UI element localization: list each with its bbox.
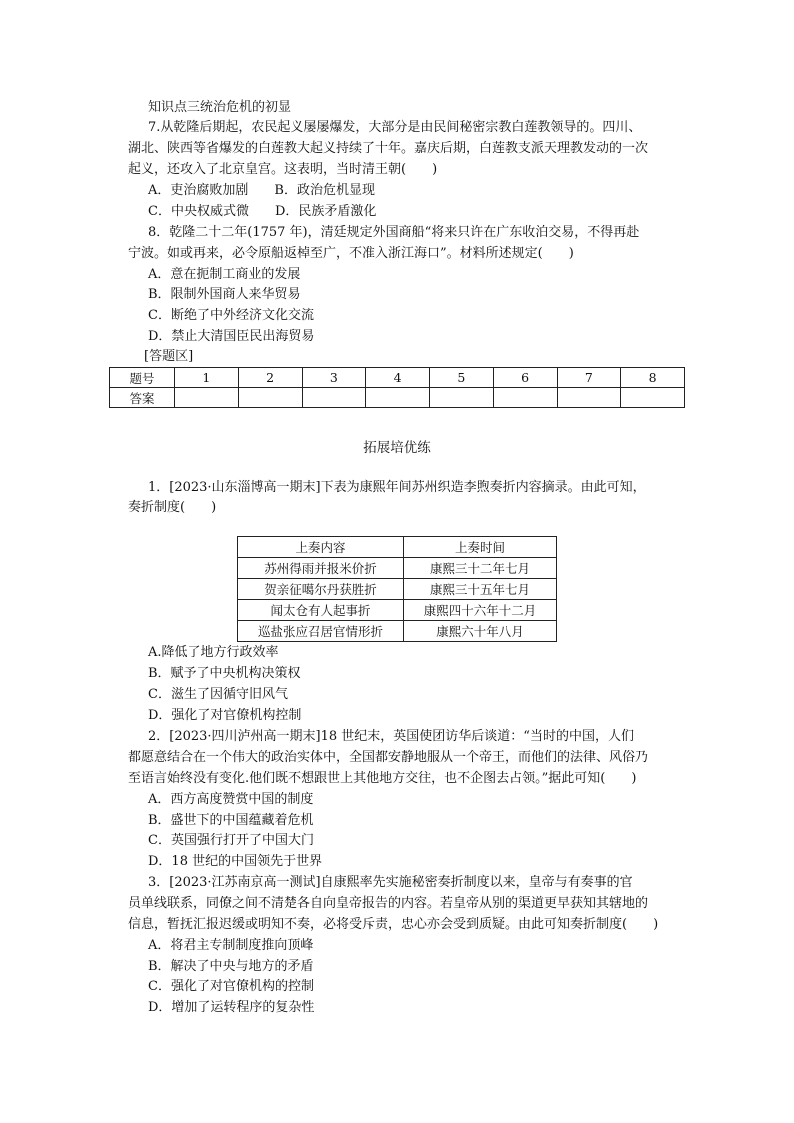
q8-option-b: B．限制外国商人来华贸易 — [148, 287, 301, 302]
q7-stem-line3: 起义，还攻入了北京皇宫。这表明，当时清王朝( ) — [128, 162, 438, 177]
e2-stem-line2: 都愿意结合在一个伟大的政治实体中，全国都安静地服从一个帝王，而他们的法律、风俗乃 — [128, 750, 649, 765]
q8-option-c: C．断绝了中外经济文化交流 — [148, 308, 314, 323]
e3-option-b: B．解决了中央与地方的矛盾 — [148, 959, 314, 974]
answer-cell[interactable] — [621, 388, 685, 408]
memorial-table-header — [238, 537, 557, 558]
e1-option-d: D．强化了对官僚机构控制 — [148, 708, 302, 723]
q7-options-cd: C．中央权威式微 D．民族矛盾激化 — [148, 204, 377, 219]
answer-cell[interactable] — [366, 388, 430, 408]
e1-stem-line2: 奏折制度( ) — [128, 500, 217, 515]
memorial-time-cell: 康熙三十二年七月 — [404, 558, 557, 579]
memorial-table-row — [238, 621, 557, 642]
answer-table — [109, 367, 685, 408]
memorial-content-cell: 巡盐张应召居官情形折 — [238, 621, 404, 642]
memorial-table-header-time: 上奏时间 — [404, 537, 557, 558]
memorial-table — [237, 536, 557, 642]
e1-option-b: B．赋予了中央机构决策权 — [148, 666, 301, 681]
memorial-time-cell: 康熙四十六年十二月 — [404, 600, 557, 621]
memorial-table-row — [238, 558, 557, 579]
q8-stem-line2: 宁波。如或再来，必令原船返棹至广，不准入浙江海口”。材料所述规定( ) — [128, 246, 574, 261]
e1-option-a: A.降低了地方行政效率 — [148, 645, 279, 660]
e3-stem-line2: 员单线联系，同僚之间不清楚各自向皇帝报告的内容。若皇帝从别的渠道更早获知其辖地的 — [128, 896, 649, 911]
answer-table-number: 5 — [430, 368, 494, 388]
e2-stem-line3: 至语言始终没有变化.他们既不想跟世上其他地方交往，也不企图去占领。”据此可知( ) — [128, 771, 637, 786]
memorial-content-cell: 贺亲征噶尔丹获胜折 — [238, 579, 404, 600]
e2-option-a: A．西方高度赞赏中国的制度 — [148, 792, 314, 807]
answer-area-label: [答题区] — [144, 349, 194, 364]
e3-option-d: D．增加了运转程序的复杂性 — [148, 1000, 315, 1015]
answer-table-number: 8 — [621, 368, 685, 388]
answer-table-number: 4 — [366, 368, 430, 388]
e3-option-a: A．将君主专制制度推向顶峰 — [148, 938, 314, 953]
memorial-table-header-content: 上奏内容 — [238, 537, 404, 558]
memorial-table-row — [238, 579, 557, 600]
q7-stem-line1: 7.从乾隆后期起，农民起义屡屡爆发，大部分是由民间秘密宗教白莲教领导的。四川、 — [148, 120, 642, 135]
e1-option-c: C．滋生了因循守旧风气 — [148, 687, 288, 702]
e3-option-c: C．强化了对官僚机构的控制 — [148, 979, 314, 994]
e2-option-d: D．18 世纪的中国领先于世界 — [148, 854, 323, 869]
answer-cell[interactable] — [175, 388, 239, 408]
section-heading-knowledge-point: 知识点三统治危机的初显 — [148, 100, 292, 115]
answer-table-number: 1 — [175, 368, 239, 388]
q7-options-ab: A．吏治腐败加剧 B．政治危机显现 — [148, 183, 375, 198]
e3-stem-line1: 3．[2023·江苏南京高一测试]自康熙率先实施秘密奏折制度以来，皇帝与有奏事的官 — [148, 875, 633, 890]
q7-stem-line2: 湖北、陕西等省爆发的白莲教大起义持续了十年。嘉庆后期，白莲教支派天理教发动的一次 — [128, 141, 649, 156]
section-title-extend: 拓展培优练 — [363, 440, 431, 456]
answer-table-number-row — [110, 368, 685, 388]
e1-stem-line1: 1．[2023·山东淄博高一期末]下表为康熙年间苏州织造李煦奏折内容摘录。由此可知， — [148, 480, 646, 495]
memorial-content-cell: 苏州得雨并报米价折 — [238, 558, 404, 579]
e2-option-b: B．盛世下的中国蕴藏着危机 — [148, 813, 314, 828]
answer-table-row-label: 答案 — [110, 388, 175, 408]
q8-option-d: D．禁止大清国臣民出海贸易 — [148, 329, 315, 344]
memorial-time-cell: 康熙六十年八月 — [404, 621, 557, 642]
answer-table-number: 7 — [557, 368, 621, 388]
answer-table-answer-row — [110, 388, 685, 408]
answer-table-number: 3 — [302, 368, 366, 388]
q8-option-a: A．意在扼制工商业的发展 — [148, 267, 301, 282]
memorial-table-row — [238, 600, 557, 621]
e2-stem-line1: 2．[2023·四川泸州高一期末]18 世纪末，英国使团访华后谈道：“当时的中国，人们 — [148, 729, 634, 744]
answer-cell[interactable] — [493, 388, 557, 408]
answer-cell[interactable] — [302, 388, 366, 408]
answer-cell[interactable] — [238, 388, 302, 408]
answer-cell[interactable] — [557, 388, 621, 408]
e2-option-c: C．英国强行打开了中国大门 — [148, 833, 314, 848]
memorial-content-cell: 闻太仓有人起事折 — [238, 600, 404, 621]
q8-stem-line1: 8．乾隆二十二年(1757 年)，清廷规定外国商船“将来只许在广东收泊交易，不得再赴 — [148, 225, 640, 240]
memorial-time-cell: 康熙三十五年七月 — [404, 579, 557, 600]
answer-cell[interactable] — [430, 388, 494, 408]
answer-table-number: 2 — [238, 368, 302, 388]
answer-table-number: 6 — [493, 368, 557, 388]
e3-stem-line3: 信息，暂抚汇报迟缓或明知不奏，必将受斥责，忠心亦会受到质疑。由此可知奏折制度( ) — [128, 917, 659, 932]
answer-table-row-label: 题号 — [110, 368, 175, 388]
